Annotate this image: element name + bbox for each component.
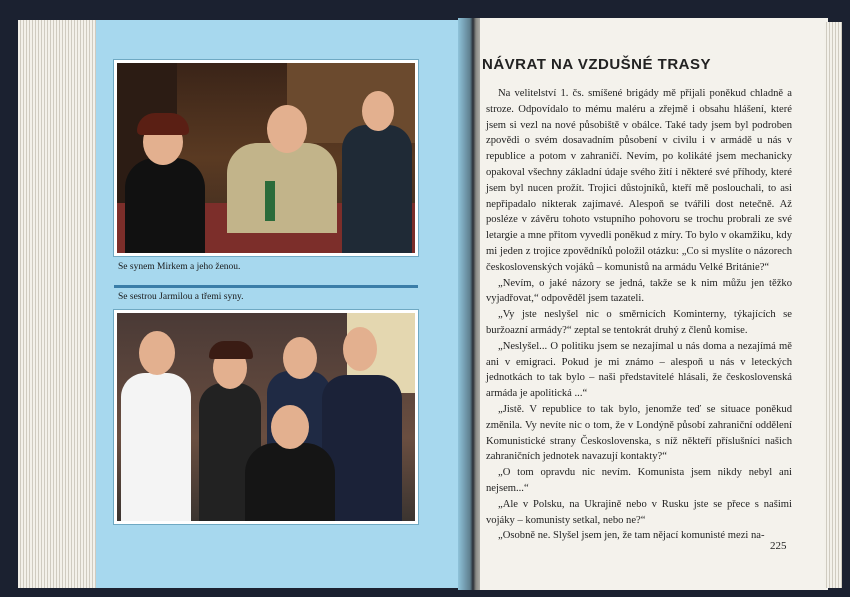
paragraph: „Vy jste neslyšel nic o směrnicích Kominterny, týkajících se buržoazní armády?“ zeptal se tentokrát druhý z členů komise.	[486, 309, 792, 336]
left-page-edges	[18, 20, 98, 588]
paragraph: „Jistě. V republice to tak bylo, jenomže teď se situace poněkud změnila. Vy nevíte nic o tom, že v Londýně působí zahraniční oddělení Komunistické strany Československa, s níž někteří příslušníci našich zahraničních jednotek navazují kontakty?“	[486, 403, 792, 463]
family-photo-sons	[114, 310, 418, 524]
paragraph: „Ale v Polsku, na Ukrajině nebo v Rusku jste se přece s našimi vojáky – komunisty setkal, nebo ne?“	[486, 498, 792, 526]
right-page-edges	[824, 22, 842, 588]
body-text	[486, 86, 792, 544]
paragraph: „Neslyšel... O politiku jsem se nezajímal u nás doma a nezajímá mě ani v emigraci. Pokud je mi známo – alespoň u nás v leteckých jednotkách to tak bylo – naši představitelé hlásali, že československá armáda je apolitická ...“	[486, 340, 792, 400]
photo1-caption: Se synem Mirkem a jeho ženou.	[118, 262, 241, 272]
chapter-title: NÁVRAT NA VZDUŠNÉ TRASY	[482, 56, 712, 73]
paragraph: „O tom opravdu nic nevím. Komunista jsem nikdy nebyl ani nejsem...“	[486, 467, 792, 494]
paragraph: „Nevím, o jaké názory se jedná, takže se k nim můžu jen těžko vyjadřovat,“ odpověděl jsem tazateli.	[486, 277, 792, 305]
photo2-caption: Se sestrou Jarmilou a třemi syny.	[118, 292, 244, 302]
paragraph: Na velitelství 1. čs. smíšené brigády mě přijali poněkud chladně a stroze. Odpovídalo to mému maléru a zřejmě i obsahu hlášení, které jsem si vezl na nové působiště v obálce. Také tady jsem byl podroben zpovědi o svém dosavadním působení v civilu i v armádě u nás v republice a potom v zahraničí. Nevím, po kolikáté jsem mechanicky opakoval všechny základní údaje svého žití i některé své příhody, které jsem byl nucen prožít. Trojici důstojníků, kteří mě poslouchali, to asi nepřipadalo nikterak zajímavé. Alespoň se tvářili dost netečně. Až posléze v závěru tohoto vstupního pohovoru se trochu probrali ze své letargie a mne přitom vyvedli poněkud z míry. To bylo v okamžiku, kdy mi jeden z trojice zpovědníků položil otázku: „Co si myslíte o názorech československých vojáků – komunistů na armádu Velké Británie?“	[486, 88, 792, 273]
paragraph: „Osobně ne. Slyšel jsem jen, že tam nějací komunisté mezi na-	[498, 530, 765, 542]
page-number: 225	[770, 540, 787, 552]
family-photo-restaurant	[114, 60, 418, 256]
divider-rule	[114, 285, 418, 288]
